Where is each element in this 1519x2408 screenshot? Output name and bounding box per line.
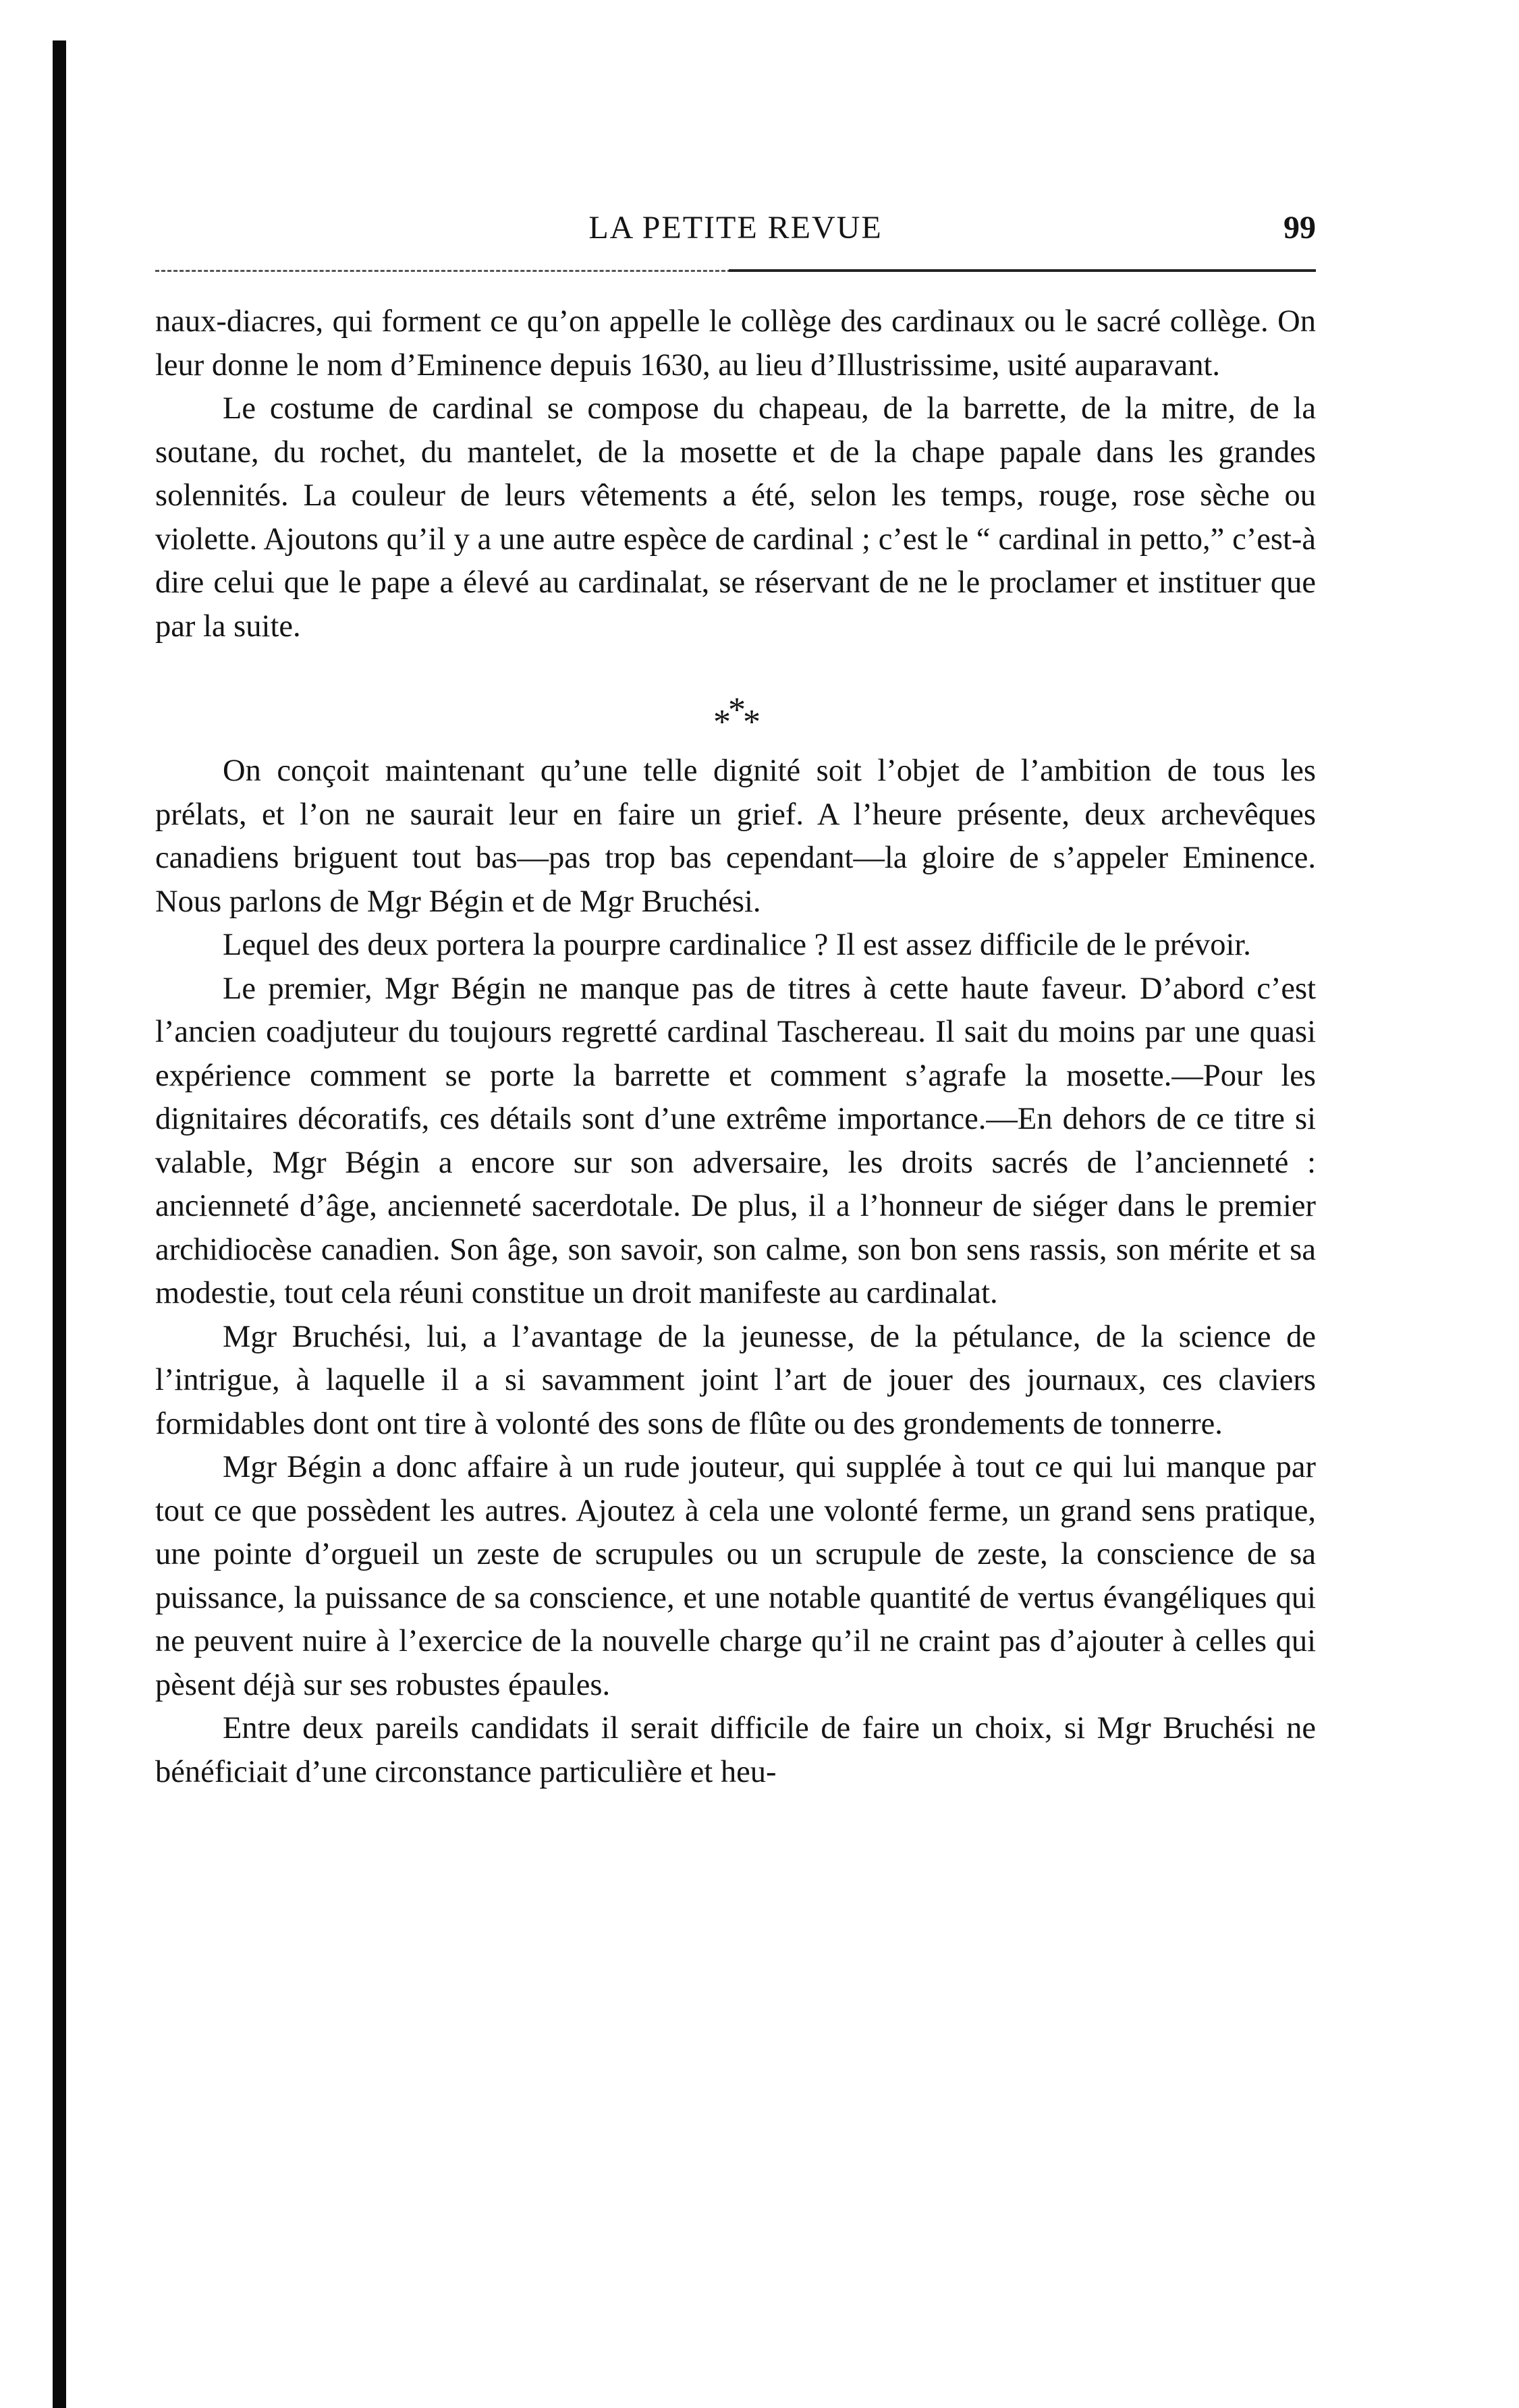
paragraph-choix: Entre deux pareils candidats il serait difficile de faire un choix, si Mgr Bruchési ne bénéficiait d’une circonstance particulière et heu-: [155, 1711, 1316, 1789]
paragraph-bruchesi: Mgr Bruchési, lui, a l’avantage de la jeunesse, de la pétulance, de la science de l’intrigue, à laquelle il a si savamment joint l’art de jouer des journaux, ces claviers formidables dont ont tire à volonté des sons de flûte ou des grondements de tonnerre.: [155, 1319, 1316, 1441]
paragraph-jouteur: Mgr Bégin a donc affaire à un rude jouteur, qui supplée à tout ce qui lui manque par tout ce que possèdent les autres. Ajoutez à cela une volonté ferme, un grand sens pratique, une pointe d’orgueil un zeste de scrupules ou un scrupule de zeste, la conscience de sa puissance, la puissance de sa conscience, et une notable quantité de vertus évangéliques qui ne peuvent nuire à l’exercice de la nouvelle charge qu’il ne craint pas d’ajouter à celles qui pèsent déjà sur ses robustes épaules.: [155, 1450, 1316, 1702]
body-text: [155, 300, 1316, 1794]
paragraph-costume: Le costume de cardinal se compose du chapeau, de la barrette, de la mitre, de la soutane, du rochet, du mantelet, de la mosette et de la chape papale dans les grandes solennités. La couleur de leurs vêtements a été, selon les temps, rouge, rose sèche ou violette. Ajoutons qu’il y a une autre espèce de cardinal ; c’est le “ cardinal in petto,” c’est-à dire celui que le pape a élevé au cardinalat, se réservant de ne le proclamer et instituer que par la suite.: [155, 391, 1316, 644]
document-page: [155, 169, 1316, 1794]
asterism-left: *: [713, 703, 728, 741]
paragraph-question: Lequel des deux portera la pourpre cardinalice ? Il est assez difficile de le prévoir.: [223, 928, 1251, 962]
section-break-asterism: [155, 648, 1316, 750]
running-head: [155, 169, 1316, 246]
asterism-right: *: [743, 703, 758, 741]
paragraph-dignity: On conçoit maintenant qu’une telle dignité soit l’objet de l’ambition de tous les prélats, et l’on ne saurait leur en faire un grief. A l’heure présente, deux archevêques canadiens briguent tout bas—pas trop bas cependant—la gloire de s’appeler Eminence. Nous parlons de Mgr Bégin et de Mgr Bruchési.: [155, 754, 1316, 919]
running-title: LA PETITE REVUE: [588, 210, 883, 246]
page-number: 99: [1283, 210, 1316, 246]
paragraph-continuation: naux-diacres, qui forment ce qu’on appelle le collège des cardinaux ou le sacré collège. On leur donne le nom d’Eminence depuis 1630, au lieu d’Illustrissime, usité auparavant.: [155, 304, 1316, 383]
header-rule-solid: [729, 269, 1316, 272]
scan-edge: [53, 40, 66, 2408]
asterism-middle: *: [728, 691, 743, 729]
paragraph-begin: Le premier, Mgr Bégin ne manque pas de titres à cette haute faveur. D’abord c’est l’ancien coadjuteur du toujours regretté cardinal Taschereau. Il sait du moins par une quasi expérience comment se porte la barrette et comment s’agrafe la mosette.—Pour les dignitaires décoratifs, ces détails sont d’une extrême importance.—En dehors de ce titre si valable, Mgr Bégin a encore sur son adversaire, les droits sacrés de l’ancienneté : ancienneté d’âge, ancienneté sacerdotale. De plus, il a l’honneur de siéger dans le premier archidiocèse canadien. Son âge, son savoir, son calme, son bon sens rassis, son mérite et sa modestie, tout cela réuni constitue un droit manifeste au cardinalat.: [155, 971, 1316, 1310]
